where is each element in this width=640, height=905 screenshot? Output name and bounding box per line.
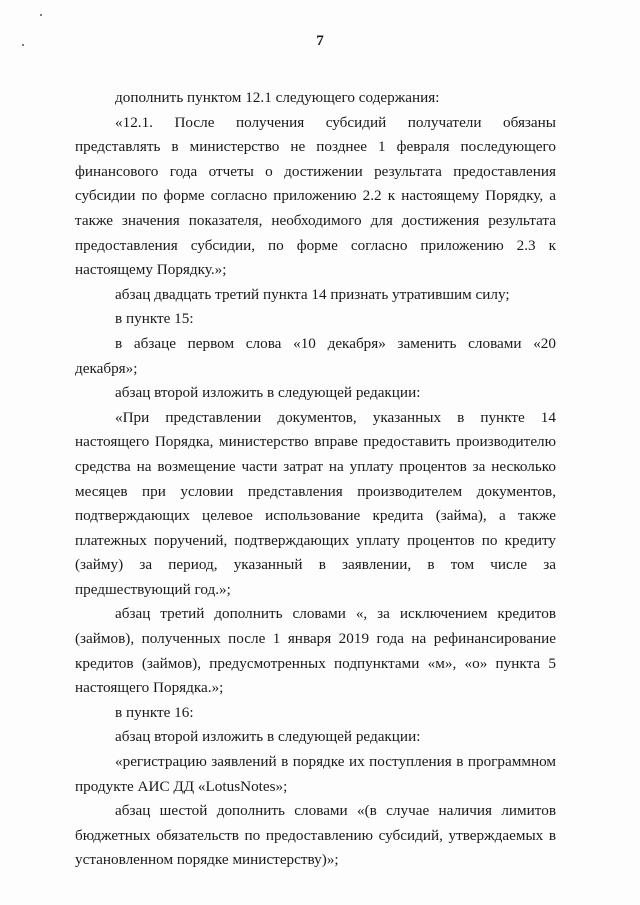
paragraph: абзац двадцать третий пункта 14 признать утратившим силу; [115,285,510,303]
paragraph: абзац шестой дополнить словами «(в случае наличия лимитов бюджетных обязательств по предоставлению субсидий, утверждаемых в установленном порядке министерству)»; [75,802,556,869]
paragraph: абзац второй изложить в следующей редакции: [115,728,421,746]
paragraph: абзац второй изложить в следующей редакции: [115,384,421,402]
paragraph: в пункте 15: [115,310,194,328]
paragraph: «При представлении документов, указанных в пункте 14 настоящего Порядка, министерство вправе предоставить производителю средства на возмещение части затрат на уплату процентов за несколько месяцев при условии представления производителем документов, подтверждающих целевое использование кредита (займа), а также платежных поручений, подтверждающих уплату процентов по кредиту (займу) за период, указанный в заявлении, в том числе за предшествующий год.»; [75,408,556,598]
paragraph: в абзаце первом слова «10 декабря» заменить словами «20 декабря»; [75,334,556,377]
paragraph: абзац третий дополнить словами «, за исключением кредитов (займов), полученных после 1 января 2019 года на рефинансирование кредитов (займов), предусмотренных подпунктами «м», «о» пункта 5 настоящего Порядка.»; [75,605,556,697]
paragraph: в пункте 16: [115,703,194,721]
document-body [75,86,556,873]
paragraph: «регистрацию заявлений в порядке их поступления в программном продукте АИС ДД «LotusNotes»; [75,753,556,795]
paragraph: «12.1. После получения субсидий получатели обязаны представлять в министерство не позднее 1 февраля последующего финансового года отчеты о достижении результата предоставления субсидии по форме согласно приложению 2.2 к настоящему Порядку, а также значения показателя, необходимого для достижения результата предоставления субсидии, по форме согласно приложению 2.3 к настоящему Порядку.»; [75,113,556,279]
scan-speck [40,14,42,16]
page-number: 7 [316,33,324,49]
paragraph: дополнить пунктом 12.1 следующего содержания: [115,89,440,106]
